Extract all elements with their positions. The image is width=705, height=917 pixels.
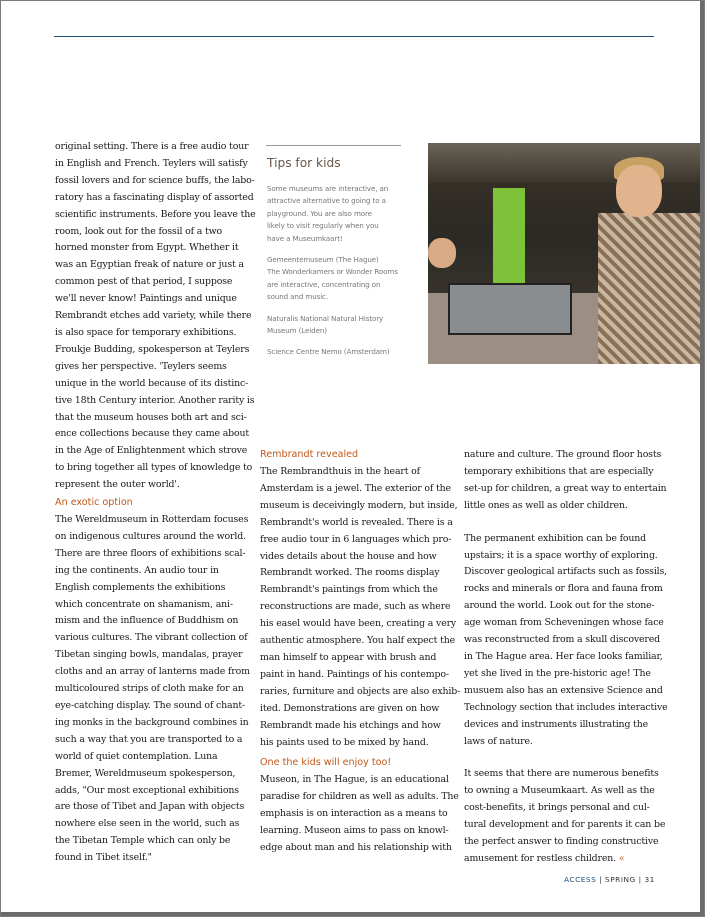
text-line: such a way that you are transported to a (55, 733, 243, 745)
text-line: The permanent exhibition can be found (464, 532, 647, 544)
text-line: are those of Tibet and Japan with objects (55, 801, 245, 813)
text-line: eye-catching display. The sound of chant- (55, 699, 246, 711)
tips-line: are interactive, concentrating on (267, 279, 381, 289)
text-line: age woman from Scheveningen whose face (464, 617, 664, 629)
text-line: ited. Demonstrations are given on how (260, 702, 440, 714)
col3-paragraph-3 (464, 766, 668, 867)
tips-line: Gemeentemuseum (The Hague) (267, 255, 379, 265)
text-line: English complements the exhibitions (55, 581, 226, 593)
text-line: the Tibetan Temple which can only be (55, 835, 231, 847)
text-line: museum is deceivingly modern, but inside, (260, 499, 458, 511)
page-number: 31 (644, 875, 655, 884)
text-line: his easel would have been, creating a very (260, 618, 457, 630)
text-line: Rembrandt worked. The rooms display (260, 567, 440, 579)
text-line: various cultures. The vibrant collection of (55, 632, 248, 644)
text-line: temporary exhibitions that are especially (464, 465, 654, 477)
tips-line: Museum (Leiden) (267, 326, 327, 336)
text-line: Rembrandt etches add variety, while there (55, 310, 252, 322)
tips-line: attractive alternative to going to a (267, 196, 386, 206)
tips-line: Science Centre Nemo (Amsterdam) (267, 347, 390, 357)
page-footer (564, 875, 655, 884)
text-line: original setting. There is a free audio tour (55, 141, 249, 152)
tips-title: Tips for kids (267, 156, 341, 170)
text-line: authentic atmosphere. You half expect the (260, 635, 455, 647)
text-line: paradise for children as well as adults. The (260, 790, 459, 802)
text-line: rocks and minerals or flora and fauna from (464, 583, 663, 595)
text-line: common pest of that period, I suppose (55, 276, 233, 288)
text-line: Discover geological artifacts such as fossils, (464, 566, 668, 578)
text-line: we'll never know! Paintings and unique (55, 293, 237, 305)
top-rule (54, 36, 654, 37)
text-line: around the world. Look out for the stone- (464, 600, 655, 612)
text-line: ence collections because they came about (55, 428, 249, 440)
text-line: free audio tour in 6 languages which pro- (260, 533, 452, 545)
text-line: that the museum houses both art and sci- (55, 411, 247, 423)
text-line: is also space for temporary exhibitions. (55, 326, 237, 338)
text-line: scientific instruments. Before you leave the (55, 208, 256, 220)
text-line: There are three floors of exhibitions scal- (55, 547, 246, 559)
text-line: raries, furniture and objects are also exhib- (260, 685, 461, 697)
text-line: was reconstructed from a skull discovered (464, 634, 660, 646)
column-1 (55, 139, 256, 494)
text-line: mism and the influence of Buddhism on (55, 615, 239, 627)
col3-paragraph-1 (464, 447, 668, 515)
text-line: horned monster from Egypt. Whether it (55, 242, 239, 254)
text-line: emphasis is on interaction as a means to (260, 807, 448, 819)
section-heading-exotic-option: An exotic option (55, 497, 133, 508)
text-line (464, 851, 668, 868)
tips-line: Naturalis National Natural History (267, 313, 384, 323)
tips-box (267, 183, 398, 359)
text-line: to owning a Museumkaart. As well as the (464, 785, 655, 797)
text-line: gives her perspective. 'Teylers seems (55, 360, 227, 372)
kids-museum-photo (428, 143, 704, 364)
text-line: in The Hague area. Her face looks familiar, (464, 650, 663, 662)
section-heading-rembrandt-revealed: Rembrandt revealed (260, 449, 359, 460)
text-line: Rembrandt made his etchings and how (260, 719, 441, 731)
text-line: nature and culture. The ground floor hosts (464, 449, 662, 460)
text-line: paint in hand. Paintings of his contempo- (260, 668, 449, 680)
magazine-page (1, 1, 704, 916)
text-line: set-up for children, a great way to entertain (464, 482, 667, 494)
text-line: tive 18th Century interior. Another rarity is (55, 394, 255, 406)
text-line: laws of nature. (464, 735, 533, 747)
text-line: tural development and for parents it can be (464, 819, 666, 831)
text-line: in English and French. Teylers will satisfy (55, 157, 248, 169)
text-line: Tibetan singing bowls, mandalas, prayer (55, 649, 243, 661)
tips-line: sound and music. (267, 292, 329, 302)
text-line: devices and instruments illustrating the (464, 718, 649, 730)
text-line: cloths and an array of lanterns made from (55, 666, 250, 678)
text-line: Museon, in The Hague, is an educational (260, 774, 449, 785)
text-line: multicoloured strips of cloth make for an (55, 683, 244, 695)
text-line: which concentrate on shamanism, ani- (55, 598, 233, 610)
text-line: The Wereldmuseum in Rotterdam focuses (55, 514, 249, 525)
section-heading-kids-enjoy: One the kids will enjoy too! (260, 757, 392, 768)
tips-line: likely to visit regularly when you (267, 221, 379, 231)
text-line: yet she lived in the pre-historic age! The (464, 667, 651, 679)
end-mark: « (618, 852, 625, 864)
text-line: cost-benefits, it brings personal and cul- (464, 802, 650, 814)
text-line: unique in the world because of its distinc- (55, 377, 249, 389)
tips-line: The Wonderkamers or Wonder Rooms (267, 267, 398, 277)
text-line: Froukje Budding, spokesperson at Teylers (55, 343, 250, 355)
text-line: room, look out for the fossil of a two (55, 225, 223, 237)
footer-separator: | (638, 875, 642, 884)
text-line: learning. Museon aims to pass on knowl- (260, 824, 449, 836)
text-line-end: amusement for restless children. (464, 852, 616, 864)
issue-season: SPRING (605, 875, 636, 884)
text-line: little ones as well as older children. (464, 499, 628, 511)
text-line: Rembrandt's world is revealed. There is a (260, 516, 453, 528)
text-line: nowhere else seen in the world, such as (55, 818, 240, 830)
text-line: ing monks in the background combines in (55, 716, 249, 728)
text-line: on indigenous cultures around the world. (55, 530, 246, 542)
wereldmuseum-paragraph (55, 512, 250, 867)
text-line: the perfect answer to finding constructive (464, 836, 659, 848)
text-line: in the Age of Enlightenment which strove (55, 445, 248, 457)
text-line: The Rembrandthuis in the heart of (260, 466, 420, 477)
text-line: represent the outer world'. (55, 479, 180, 491)
text-line: vides details about the house and how (260, 550, 437, 562)
text-line: musuem also has an extensive Science and (464, 684, 663, 696)
text-line: upstairs; it is a space worthy of exploring. (464, 549, 658, 561)
text-line: Technology section that includes interactive (464, 701, 668, 713)
museon-paragraph (260, 772, 459, 857)
tips-line: have a Museumkaart! (267, 233, 343, 243)
column-3 (464, 447, 668, 868)
text-line: reconstructions are made, such as where (260, 601, 451, 613)
text-line: ratory has a fascinating display of assorted (55, 191, 254, 203)
footer-separator: | (599, 875, 603, 884)
tips-line: playground. You are also more (267, 208, 372, 218)
text-line: Amsterdam is a jewel. The exterior of the (260, 482, 451, 494)
tips-line: Some museums are interactive, an (267, 184, 389, 193)
text-line: Rembrandt's paintings from which the (260, 584, 438, 596)
text-line: his paints used to be mixed by hand. (260, 736, 429, 748)
text-line: man himself to appear with brush and (260, 651, 437, 663)
col3-paragraph-2 (464, 531, 668, 751)
text-line: found in Tibet itself." (55, 852, 152, 864)
text-line: edge about man and his relationship with (260, 841, 452, 853)
text-line: world of quiet contemplation. Luna (55, 750, 218, 762)
text-line: adds, "Our most exceptional exhibitions (55, 784, 239, 796)
tips-top-rule (266, 145, 401, 146)
teylers-paragraph (55, 139, 256, 494)
text-line: to bring together all types of knowledge to (55, 462, 253, 474)
text-line: It seems that there are numerous benefits (464, 768, 659, 780)
text-line: ing the continents. An audio tour in (55, 564, 219, 576)
text-line: was an Egyptian freak of nature or just a (55, 259, 244, 271)
magazine-brand: ACCESS (564, 875, 597, 884)
column-1-lower (55, 512, 250, 867)
column-2 (260, 464, 460, 751)
rembrandt-paragraph (260, 464, 460, 751)
text-line: Bremer, Wereldmuseum spokesperson, (55, 767, 236, 779)
column-2-lower (260, 772, 459, 857)
text-line: fossil lovers and for science buffs, the labo- (55, 174, 255, 186)
